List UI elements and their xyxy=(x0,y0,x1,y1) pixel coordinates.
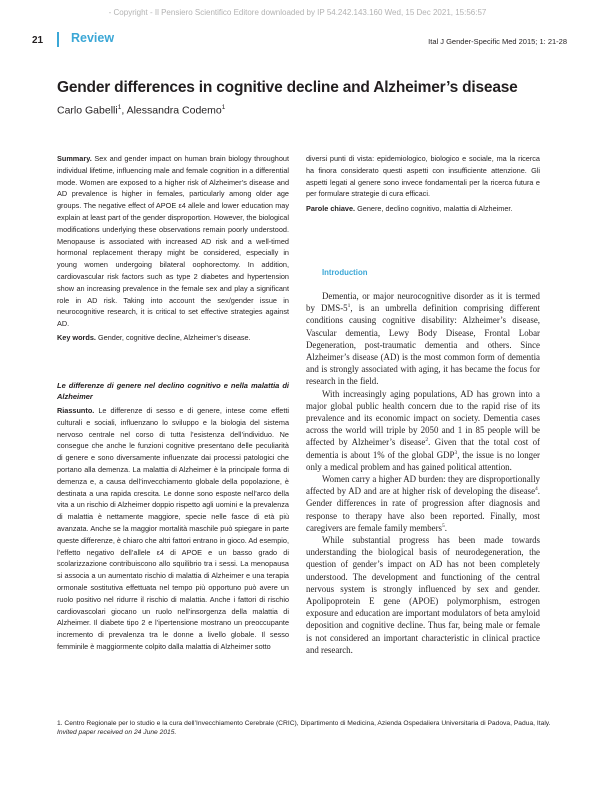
italian-summary xyxy=(57,380,289,653)
body-paragraph xyxy=(306,388,540,473)
body-text: With increasingly aging populations, AD has grown into a major global public health concern due to the rapid rise of its prevalence and its economic impact on society. Dementia cases across the world will triple by 2050 and 1 in 85 people will be affected by Alzheimer’s disease xyxy=(306,388,540,448)
footnotes xyxy=(57,719,557,738)
body-text: , is an umbrella definition comprising different conditions causing cognitive disability: Alzheimer’s disease, Vascular dementia, Lewy Body Disease, Frontal Lobar Degeneration, post-traumatic dementia and others. Since Alzheimer’s disease (AD) is the most common form of dementia and is strongly associated with aging, it has became the focus for research in the field. xyxy=(306,303,540,387)
citation-marker: 5 xyxy=(442,522,445,529)
body-text: , the issue is no longer only a medical problem and has gained political attention. xyxy=(306,449,540,472)
body-text: Dementia, or major neurocognitive disorder as it is termed by DMS-5 xyxy=(306,291,540,314)
body-text: . Given that the total cost of dementia is about 1% of the global GDP xyxy=(306,437,540,460)
riassunto-text: Le differenze di sesso e di genere, intese come effetti culturali e sociali, influenzano lo sviluppo e la biologia del sistema nervoso centrale nel corso di tutta l’esistenza dell’individuo. Ne consegue che anche le funzioni cognitive presentano delle peculiarità di genere e sono diversamente influenzate dai processi patologici che portano alla demenza. La malattia di Alzheimer è la principale forma di demenza e, a causa dell’invecchiamento globale della popolazione, è destinata a una rapida crescita. Le donne sono esposte nell’arco della vita a un rischio di Alzheimer doppio rispetto agli uomini e la prevalenza di malattia è nettamente maggiore, specie nelle fasce di età più avanzata. Anche se la maggior mortalità maschile può spiegare in parte queste differenze, è chiaro che altri fattori entrano in gioco. Ad esempio, l’effetto negativo dell’allele ε4 di APOE e un basso grado di scolarizzazione contribuiscono allo squilibrio tra i sessi. La menopausa si associa a un aumentato rischio di malattia di Alzheimer e una terapia ormonale sostitutiva effettuata nel tempo più opportuno può avere un ruolo positivo nel ridurre il rischio di malattia. Anche i fattori di rischio cardiovascolari giocano un ruolo nell’insorgenza della malattia di Alzheimer. Il diabete tipo 2 e l’ipertensione mostrano un preoccupante incremento di prevalenza tra le donne a livello globale. Il sesso femminile è maggiormente colpito dalla malattia di Alzheimer sotto xyxy=(57,406,289,651)
citation-marker: 2 xyxy=(425,437,429,444)
body-paragraph xyxy=(306,473,540,534)
introduction-heading: Introduction xyxy=(322,268,368,277)
parole-chiave-text: Genere, declino cognitivo, malattia di Alzheimer. xyxy=(355,204,513,214)
keywords-label: Key words. xyxy=(57,332,96,342)
journal-citation: Ital J Gender-Specific Med 2015; 1: 21-28 xyxy=(428,37,567,46)
body-text: While substantial progress has been made towards understanding the biological basis of neurodegeneration, the question of gender’s impact on AD has not been completely understood. The development and functioning of the central nervous system is strongly influenced by sex and gender. Apolipoprotein E gene (APOE) polymorphism, estrogen exposure and education are important modulators of beta amyloid deposition and cognitive decline. Thus far, being male or female is not considered an important characteristic in clinical practice and research. xyxy=(306,535,540,655)
copyright-notice: - Copyright - Il Pensiero Scientifico Editore downloaded by IP 54.242.143.160 Wed, 15 Dec 2021, 15:56:57 xyxy=(108,8,487,17)
section-label: Review xyxy=(71,31,115,45)
citation-marker: 1 xyxy=(347,303,351,310)
citation-marker: 4 xyxy=(535,486,538,493)
body-paragraph xyxy=(306,534,540,656)
italian-heading: Le differenze di genere nel declino cognitivo e nella malattia di Alzheimer xyxy=(57,381,289,401)
parole-chiave-paragraph xyxy=(306,203,540,215)
page-number: 21 xyxy=(32,35,44,46)
english-summary xyxy=(57,153,289,344)
summary-paragraph xyxy=(57,153,289,330)
body-paragraph xyxy=(306,290,540,388)
riassunto-continued: diversi punti di vista: epidemiologico, biologico e sociale, ma la ricerca ha finora considerato questi aspetti con insufficiente attenzione. Gli aspetti legati al genere sono invece fondamentali per la ricerca futura e per formulare strategie di cura efficaci. xyxy=(306,154,540,199)
riassunto-label: Riassunto. xyxy=(57,406,95,415)
received-note: Invited paper received on 24 June 2015. xyxy=(57,729,177,737)
parole-chiave-label: Parole chiave. xyxy=(306,204,356,214)
introduction-body xyxy=(306,290,540,656)
author-name: Carlo Gabelli xyxy=(57,104,118,117)
author-name: Alessandra Codemo xyxy=(126,104,222,117)
italian-summary-continued xyxy=(306,153,540,215)
keywords-paragraph xyxy=(57,332,289,344)
header-separator xyxy=(57,32,59,47)
summary-label: Summary. xyxy=(57,154,92,163)
body-text: Women carry a higher AD burden: they are disproportionally affected by AD and are at higher risk of developing the disease xyxy=(306,474,540,497)
citation-marker: 3 xyxy=(454,449,458,456)
summary-text: Sex and gender impact on human brain biology throughout individual lifetime, influencing male and female cognition in a differential mode. Women are exposed to a higher risk of Alzheimer’s disease and AD prevalence is higher in females, particularly among older age groups. The negative effect of APOE ε4 allele and lower education may explain at least part of the gender disproportion. However, the biological modifications underlying these observations remain poorly understood. Menopause is associated with increased AD risk and a well-timed hormonal replacement therapy might be considered, especially in young women undergoing bilateral oophorectomy. In addition, cardiovascular risk factors such as type 2 diabetes and hypertension show an increasing prevalence in the female sex and play a significant role in AD risk. Taking into account the sex/gender issue in neurocognitive research, it is critical to set effective strategies against AD. xyxy=(57,154,289,329)
keywords-text: Gender, cognitive decline, Alzheimer’s disease. xyxy=(95,332,251,342)
riassunto-paragraph xyxy=(57,405,289,653)
author-list: Carlo Gabelli$^1$, Alessandra Codemo$^1$ xyxy=(57,104,226,117)
affiliation-note: 1. Centro Regionale per lo studio e la cura dell’Invecchiamento Cerebrale (CRIC), Dipartimento di Medicina, Azienda Ospedaliera Universitaria di Padova, Padua, Italy. xyxy=(57,720,551,727)
body-text: . Gender differences in rate of progression after diagnosis and response to therapy have also been reported. Finally, most caregivers are female family members xyxy=(306,486,540,533)
author-affiliation-marker: 1 xyxy=(221,104,226,111)
body-text: . xyxy=(444,522,447,533)
article-title: Gender differences in cognitive decline and Alzheimer’s disease xyxy=(57,79,518,96)
author-affiliation-marker: 1 xyxy=(117,104,122,111)
